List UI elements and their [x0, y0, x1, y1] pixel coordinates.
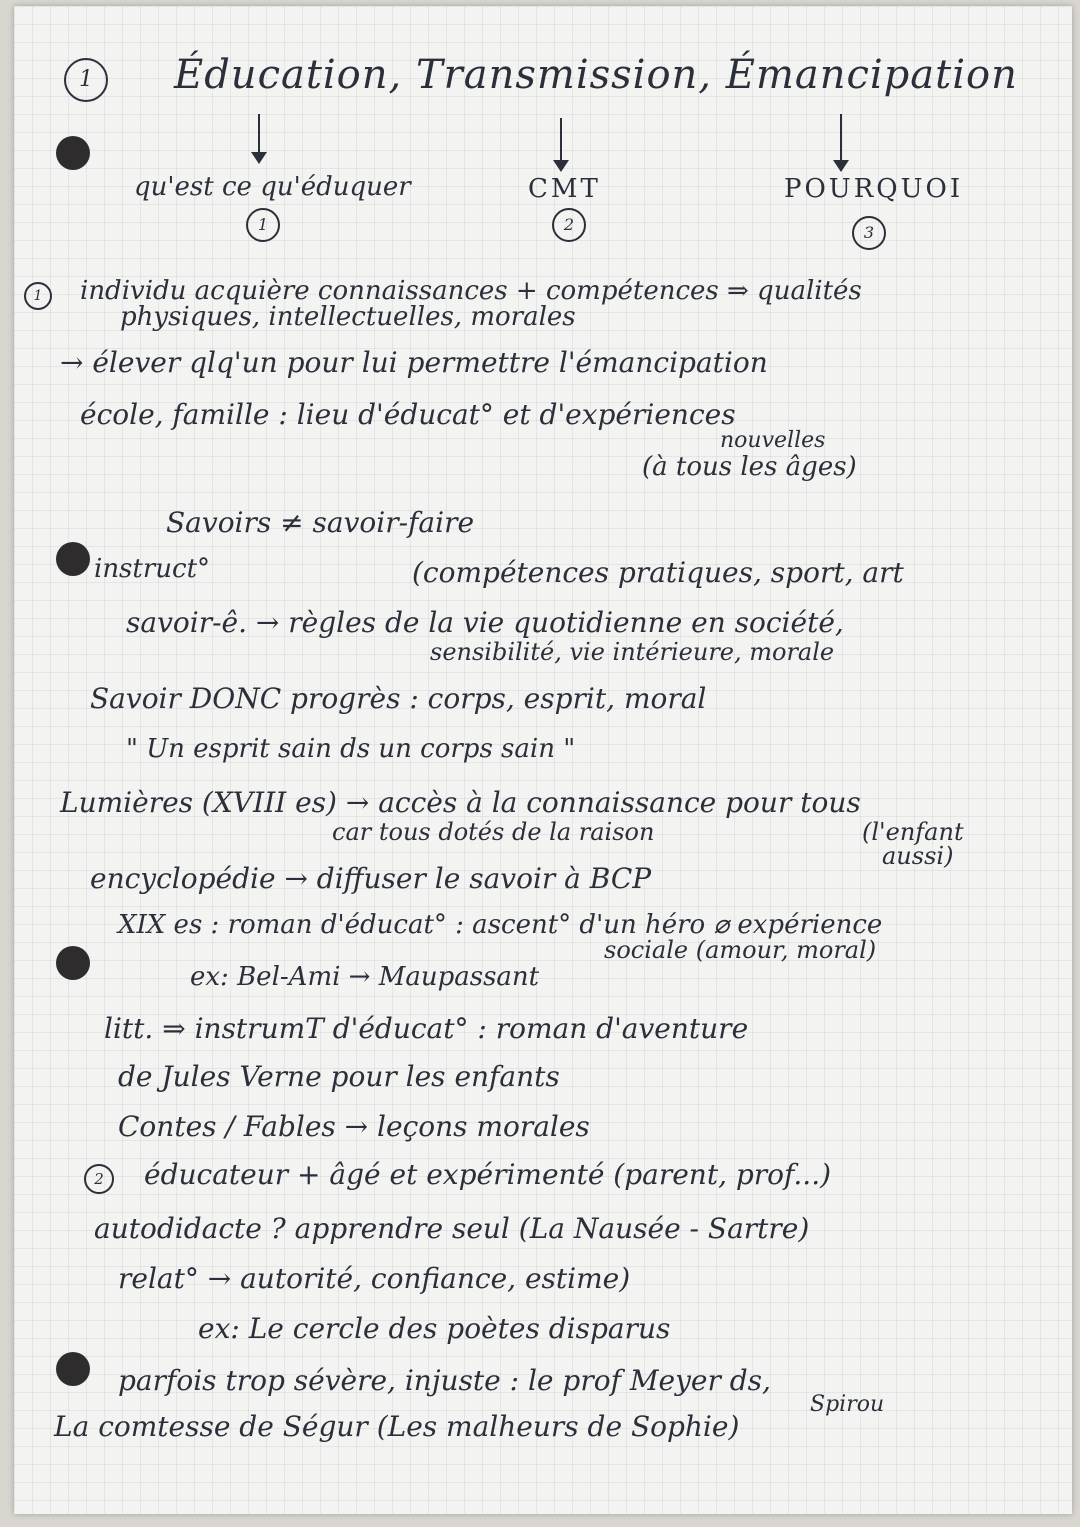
note-line: ex: Le cercle des poètes disparus — [198, 1312, 671, 1345]
note-line: Lumières (XVIII es) → accès à la connaissance pour tous — [60, 786, 861, 819]
note-line: sociale (amour, moral) — [604, 936, 877, 964]
note-line: autodidacte ? apprendre seul (La Nausée - Sartre) — [94, 1212, 810, 1245]
note-line: (l'enfant — [862, 818, 964, 846]
note-line: parfois trop sévère, injuste : le prof Meyer ds, — [118, 1364, 771, 1397]
note-line: éducateur + âgé et expérimenté (parent, prof...) — [144, 1158, 832, 1191]
notebook-page — [14, 6, 1072, 1514]
note-line: Contes / Fables → leçons morales — [118, 1110, 590, 1143]
branch-label: qu'est ce qu'éduquer — [134, 172, 411, 202]
note-line: (compétences pratiques, sport, art — [412, 556, 904, 589]
arrow-down-icon — [840, 114, 842, 170]
section-number: 2 — [84, 1164, 114, 1194]
note-line: de Jules Verne pour les enfants — [118, 1060, 560, 1093]
note-line: (à tous les âges) — [642, 452, 857, 482]
note-line: litt. ⇒ instrumT d'éducat° : roman d'aventure — [104, 1012, 749, 1045]
binder-hole — [56, 542, 90, 576]
binder-hole — [56, 946, 90, 980]
branch-label: CMT — [528, 174, 601, 204]
arrow-down-icon — [560, 118, 562, 170]
note-line: relat° → autorité, confiance, estime) — [118, 1262, 631, 1295]
note-line: Savoir DONC progrès : corps, esprit, moral — [90, 682, 707, 715]
branch-label: POURQUOI — [784, 174, 964, 204]
note-line: → élever qlq'un pour lui permettre l'émancipation — [60, 346, 768, 379]
note-line: XIX es : roman d'éducat° : ascent° d'un héro ⌀ expérience — [118, 910, 883, 940]
branch-number: 1 — [246, 208, 280, 242]
note-line: sensibilité, vie intérieure, morale — [430, 638, 835, 666]
note-line: " Un esprit sain ds un corps sain " — [126, 734, 576, 764]
note-line: école, famille : lieu d'éducat° et d'expériences — [80, 398, 736, 431]
title-number: 1 — [64, 58, 108, 102]
note-line: encyclopédie → diffuser le savoir à BCP — [90, 862, 652, 895]
note-line: aussi) — [882, 842, 954, 870]
note-line: ex: Bel-Ami → Maupassant — [190, 962, 540, 992]
note-line: Savoirs ≠ savoir-faire — [166, 506, 475, 539]
note-line: physiques, intellectuelles, morales — [120, 302, 576, 332]
note-line: La comtesse de Ségur (Les malheurs de Sophie) — [54, 1410, 740, 1443]
page-title: Éducation, Transmission, Émancipation — [174, 52, 1018, 98]
branch-number: 2 — [552, 208, 586, 242]
note-line: individu acquière connaissances + compétences ⇒ qualités — [80, 276, 862, 306]
note-line: savoir-ê. → règles de la vie quotidienne en société, — [126, 606, 844, 639]
binder-hole — [56, 1352, 90, 1386]
note-line: car tous dotés de la raison — [332, 818, 655, 846]
note-line: instruct° — [94, 554, 211, 584]
section-number: 1 — [24, 282, 52, 310]
binder-hole — [56, 136, 90, 170]
arrow-down-icon — [258, 114, 260, 162]
branch-number: 3 — [852, 216, 886, 250]
note-line: nouvelles — [720, 428, 826, 453]
note-line: Spirou — [810, 1392, 885, 1417]
